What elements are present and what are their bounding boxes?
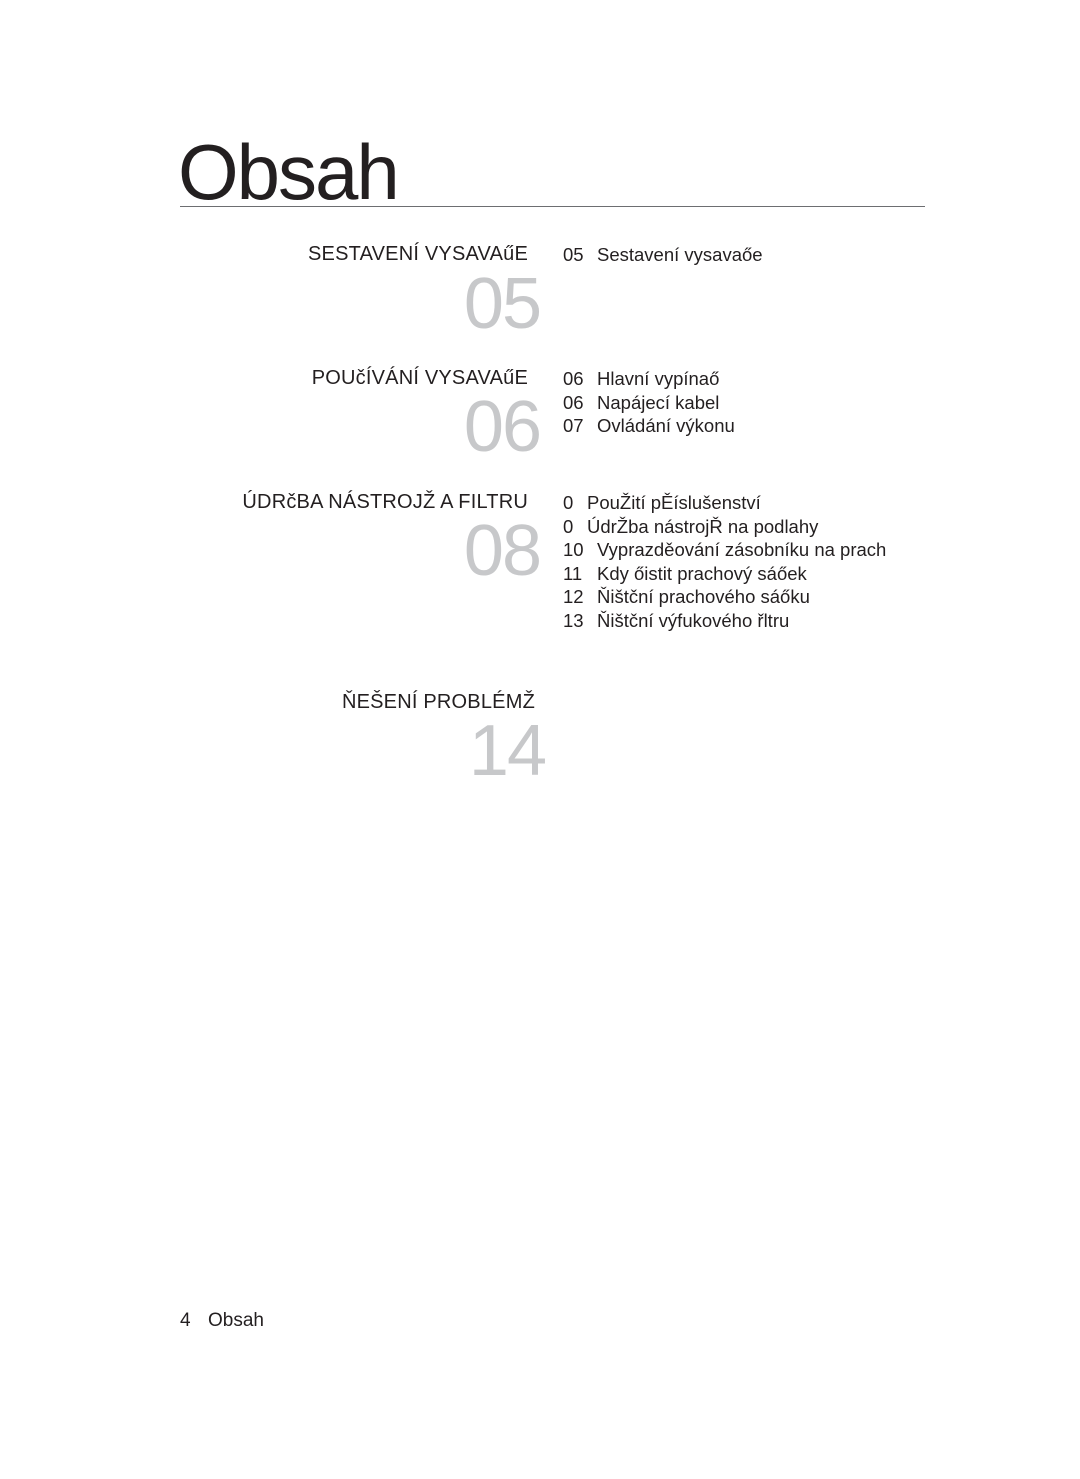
page-title: Obsah: [178, 128, 398, 216]
toc-entry-page: 07: [563, 415, 584, 437]
footer-page-number: 4: [180, 1310, 191, 1331]
toc-entry-page: 06: [563, 368, 584, 389]
section-number: 08: [463, 511, 540, 591]
section-entries: [563, 243, 763, 267]
toc-entry-page: 10: [563, 539, 584, 561]
toc-entry-label: Ňištční výfukového řltru: [597, 609, 790, 631]
section-heading: ÚDRčBA NÁSTROJŽ A FILTRU: [242, 491, 528, 513]
toc-entry-page: 06: [563, 391, 584, 413]
section-heading: SESTAVENÍ VYSAVAűE: [308, 243, 528, 265]
section-number: 05: [463, 264, 540, 344]
toc-entry-page: 13: [563, 609, 584, 631]
toc-entry-page: 0: [563, 492, 574, 513]
toc-entry[interactable]: [563, 515, 886, 539]
toc-entry-label: Vyprazděování zásobníku na prach: [597, 539, 887, 561]
toc-entry[interactable]: [563, 391, 735, 415]
toc-entry-label: Hlavní vypínaő: [597, 368, 720, 389]
toc-entry[interactable]: [563, 491, 886, 515]
toc-entry[interactable]: [563, 367, 735, 391]
section-entries: [563, 367, 735, 438]
toc-entry[interactable]: [563, 414, 735, 438]
toc-entry-label: Sestavení vysavaőe: [597, 244, 763, 265]
title-divider: [180, 206, 925, 207]
section-entries: [563, 491, 886, 633]
toc-entry-page: 12: [563, 586, 584, 608]
section-heading: POUčÍVÁNÍ VYSAVAűE: [311, 367, 528, 389]
toc-entry-label: PouŽití pĚíslušenství: [587, 492, 761, 513]
toc-entry-label: Napájecí kabel: [597, 391, 720, 413]
toc-entry[interactable]: [563, 538, 886, 562]
toc-entry-page: 05: [563, 244, 584, 265]
page-footer: [180, 1310, 264, 1332]
toc-entry-page: 0: [563, 515, 574, 537]
toc-entry[interactable]: [563, 243, 763, 267]
toc-entry-page: 11: [563, 562, 583, 584]
toc-entry-label: ÚdrŽba nástrojŘ na podlahy: [587, 515, 819, 537]
toc-entry-label: Ovládání výkonu: [597, 415, 735, 437]
toc-entry-label: Kdy őistit prachový sáőek: [597, 562, 807, 584]
toc-entry-label: Ňištční prachového sáőku: [597, 586, 810, 608]
section-number: 06: [463, 387, 540, 467]
section-heading: ŇEŠENÍ PROBLÉMŽ: [341, 691, 535, 713]
section-number: 14: [468, 711, 545, 791]
toc-entry[interactable]: [563, 585, 886, 609]
footer-label: Obsah: [208, 1310, 264, 1331]
toc-entry[interactable]: [563, 562, 886, 586]
toc-entry[interactable]: [563, 609, 886, 633]
